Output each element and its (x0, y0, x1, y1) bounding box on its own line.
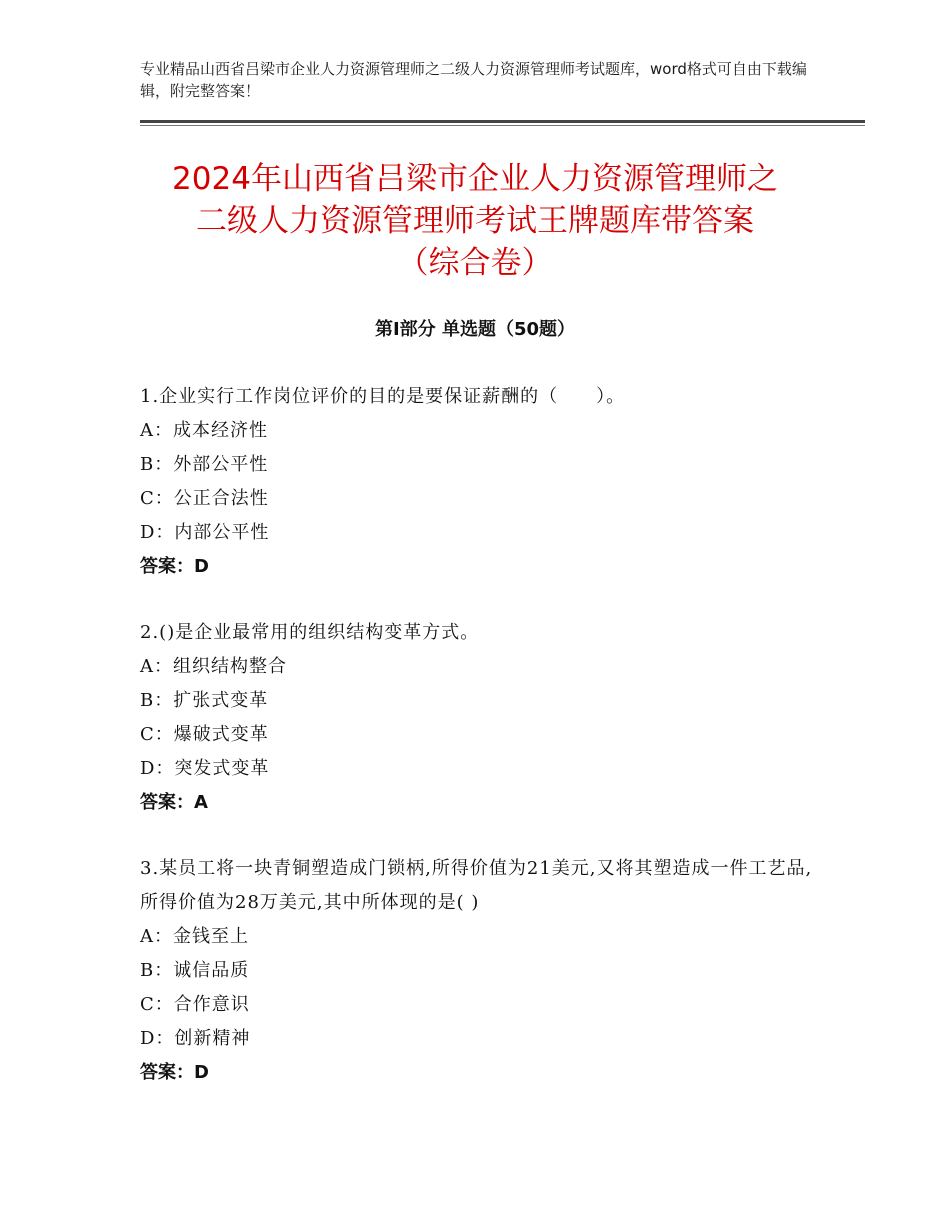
title-line-2: 二级人力资源管理师考试王牌题库带答案 (196, 203, 754, 239)
header-note: 专业精品山西省吕梁市企业人力资源管理师之二级人力资源管理师考试题库，word格式可自由下载编辑，附完整答案！ (140, 60, 807, 100)
option-b: B：扩张式变革 (140, 690, 269, 711)
document-title (120, 158, 830, 284)
option-b: B：外部公平性 (140, 454, 269, 475)
answer-line: 答案：D (140, 1062, 209, 1083)
question-item (140, 852, 820, 1090)
title-line-1: 2024年山西省吕梁市企业人力资源管理师之 (172, 161, 778, 197)
answer-line: 答案：D (140, 556, 209, 577)
header-divider-thick (140, 120, 865, 123)
option-c: C：公正合法性 (140, 488, 269, 509)
question-item (140, 616, 820, 820)
option-c: C：爆破式变革 (140, 724, 269, 745)
option-b: B：诚信品质 (140, 960, 250, 981)
title-line-3: （综合卷） (397, 245, 553, 281)
option-d: D：突发式变革 (140, 758, 270, 779)
question-stem: 3.某员工将一块青铜塑造成门锁柄,所得价值为21美元,又将其塑造成一件工艺品,所得价值为28万美元,其中所体现的是( ) (140, 858, 813, 913)
question-list (140, 380, 820, 1122)
option-d: D：创新精神 (140, 1028, 251, 1049)
option-d: D：内部公平性 (140, 522, 270, 543)
question-item (140, 380, 820, 584)
option-a: A：成本经济性 (140, 420, 268, 441)
option-a: A：金钱至上 (140, 926, 249, 947)
option-c: C：合作意识 (140, 994, 250, 1015)
option-a: A：组织结构整合 (140, 656, 287, 677)
question-stem: 1.企业实行工作岗位评价的目的是要保证薪酬的（ ）。 (140, 386, 626, 407)
section-heading: 第Ⅰ部分 单选题（50题） (374, 319, 575, 340)
answer-line: 答案：A (140, 792, 208, 813)
question-stem: 2.()是企业最常用的组织结构变革方式。 (140, 622, 480, 643)
header-divider-thin (140, 125, 865, 126)
